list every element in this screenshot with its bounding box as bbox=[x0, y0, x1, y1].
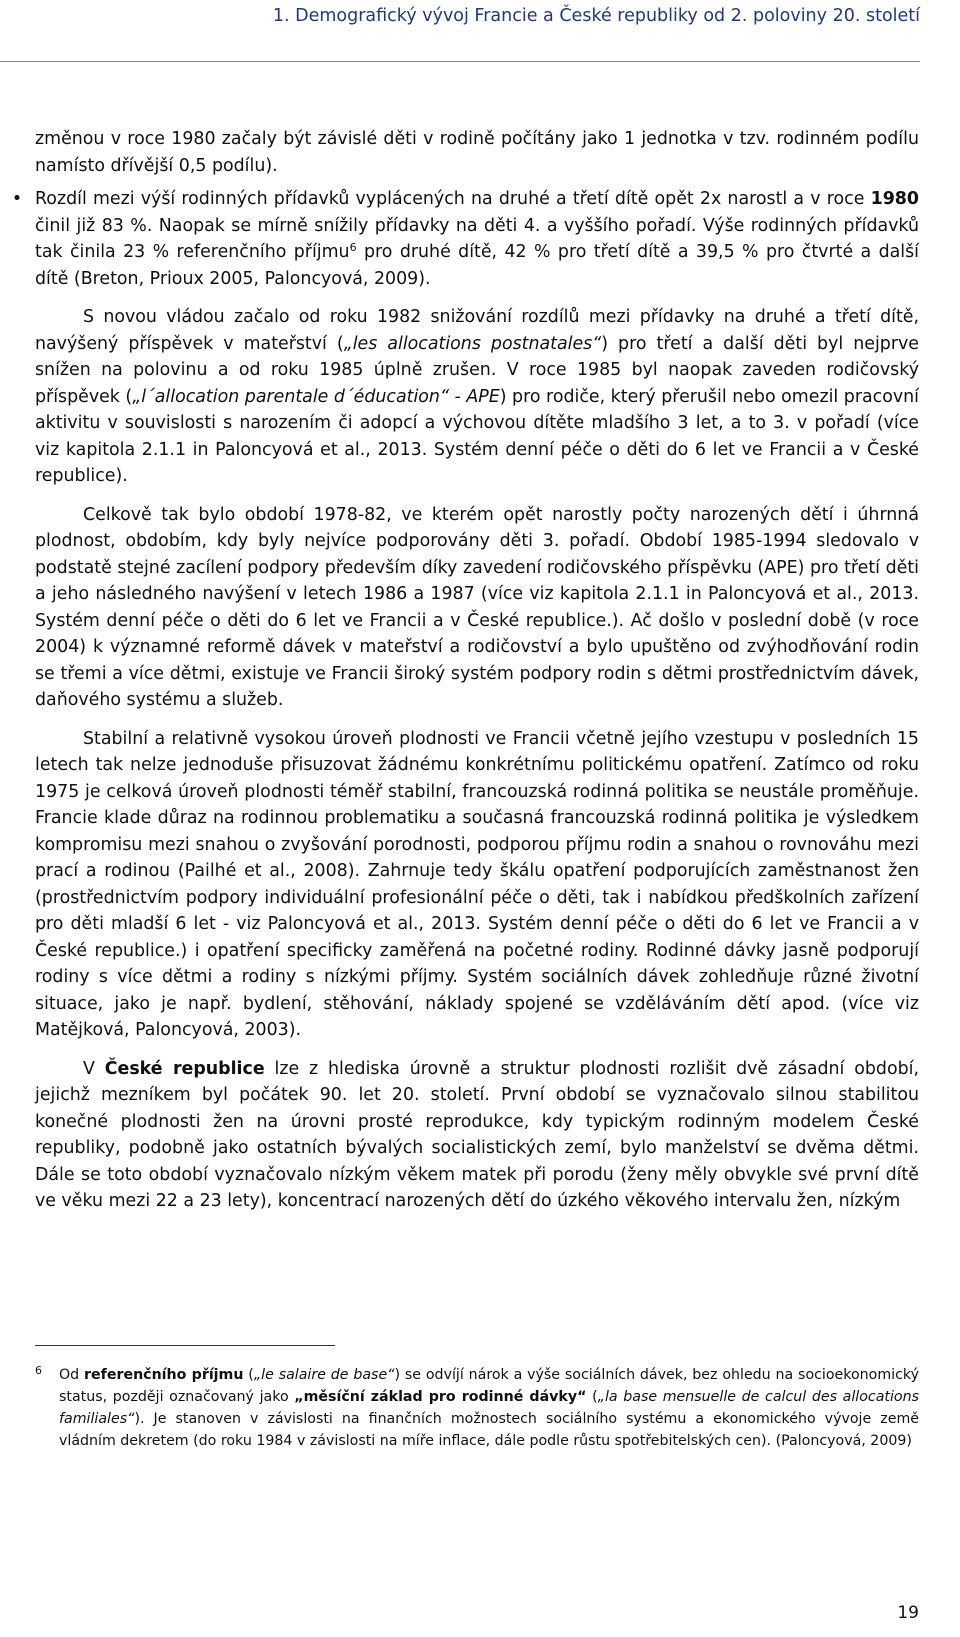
para1-text-2: ) pro třetí a další děti byl nejprve snížen na polovinu a od roku 1985 úplně zrušen. V roce 1985 byl naopak zaveden rodičovský příspěvek ( bbox=[35, 333, 919, 407]
page-header bbox=[0, 0, 960, 62]
fn-italic-1: „le salaire de base“ bbox=[253, 1367, 395, 1383]
footnote bbox=[35, 1364, 919, 1452]
para4-text-2: lze z hlediska úrovně a struktur plodnosti rozlišit dvě zásadní období, jejichž mezníkem byl počátek 90. let 20. století. První období se vyznačovalo silnou stabilitou konečné plodnosti žen na úrovni prosté reprodukce, kdy typickým rodinným modelem České republiky, podobně jako ostatních bývalých socialistických zemí, bylo manželství se dvěma dětmi. Dále se toto období vyznačovalo nízkým věkem matek při porodu (ženy měly obvykle své první dítě ve věku mezi 22 a 23 lety), koncentrací narozených dětí do úzkého věkového intervalu žen, nízkým bbox=[35, 1058, 920, 1211]
para1-italic-1: „les allocations postnatales“ bbox=[343, 333, 602, 354]
bullet-text-part3: pro druhé dítě, 42 % pro třetí dítě a 39,5 % pro čtvrté a další dítě (Breton, Prioux 2005, Paloncyová, 2009). bbox=[35, 242, 920, 289]
footnote-text bbox=[59, 1364, 919, 1452]
footnote-reference[interactable]: 6 bbox=[349, 241, 357, 254]
fn-italic-2: „la base mensuelle de calcul des allocations familiales“ bbox=[59, 1389, 919, 1427]
page-number: 19 bbox=[897, 1603, 919, 1623]
para4-bold: České republice bbox=[104, 1058, 265, 1079]
bullet-icon: • bbox=[11, 189, 23, 209]
main-text bbox=[11, 126, 920, 1215]
paragraph-4 bbox=[35, 1056, 919, 1215]
intro-text: změnou v roce 1980 začaly být závislé děti v rodině počítány jako 1 jednotka v tzv. rodinném podílu namísto dřívější 0,5 podílu). bbox=[35, 129, 919, 176]
bullet-year: 1980 bbox=[870, 189, 919, 209]
paragraph-2: Celkově tak bylo období 1978-82, ve kterém opět narostly počty narozených dětí i úhrnná plodnost, obdobím, kdy byly nejvíce podporovány děti 3. pořadí. Období 1985-1994 sledovalo v podstatě stejné zacílení podpory především díky zavedení rodičovského příspěvku (APE) pro třetí děti a jeho následného navýšení v letech 1986 a 1987 (více viz kapitola 2.1.1 in Paloncyová et al., 2013. Systém denní péče o děti do 6 let ve Francii a v České republice.). Ač došlo v poslední době (v roce 2004) k významné reformě dávek v mateřství a rodičovství a bylo upuštěno od zvýhodňování rodin se třemi a více dětmi, existuje ve Francii široký systém podpory rodin s dětmi prostřednictvím dávek, daňového systému a služeb. bbox=[35, 504, 919, 710]
fn-text-1: Od bbox=[59, 1367, 85, 1383]
bullet-text-part1: Rozdíl mezi výší rodinných přídavků vyplácených na druhé a třetí dítě opět 2x narostl a v roce bbox=[35, 189, 871, 209]
fn-bold-1: referenčního příjmu bbox=[84, 1367, 244, 1383]
footnote-number: 6 bbox=[35, 1364, 42, 1377]
para1-text-1: S novou vládou začalo od roku 1982 snižování rozdílů mezi přídavky na druhé a třetí dítě, navýšený příspěvek v mateřství ( bbox=[35, 307, 919, 354]
running-header-title: 1. Demografický vývoj Francie a České republiky od 2. poloviny 20. století bbox=[272, 6, 920, 26]
bullet-item bbox=[11, 186, 920, 292]
paragraph-3: Stabilní a relativně vysokou úroveň plodnosti ve Francii včetně jejího vzestupu v posledních 15 letech tak nelze jednoduše přisuzovat žádnému konkrétnímu politickému opatření. Zatímco od roku 1975 je celková úroveň plodnosti téměř stabilní, francouzská rodinná politika se neustále proměňuje. Francie klade důraz na rodinnou problematiku a současná francouzská rodinná politika je výsledkem kompromisu mezi snahou o zvyšování porodnosti, podporou příjmu rodin a snahou o rovnováhu mezi prací a rodinou (Pailhé et al., 2008). Zahrnuje tedy škálu opatření podporujících zaměstnanost žen (prostřednictvím podpory individuální profesionální péče o děti, tak i nabídkou předškolních zařízení pro děti mladší 6 let - viz Paloncyová et al., 2013. Systém denní péče o děti do 6 let ve Francii a v České republice.) i opatření specificky zaměřená na početné rodiny. Rodinné dávky jasně podporují rodiny s více dětmi a rodiny s nízkými příjmy. Systém sociálních dávek zohledňuje různé životní situace, jako je např. bydlení, stěhování, náklady spojené se vzděláváním dětí apod. (více viz Matějková, Paloncyová, 2003). bbox=[35, 728, 919, 1040]
header-rule bbox=[0, 61, 920, 62]
fn-text-3: ) se odvíjí nárok a výše sociálních dávek, bez ohledu na socioekonomický status, později označovaný jako bbox=[59, 1367, 920, 1405]
footnote-separator bbox=[35, 1345, 335, 1346]
para1-text-3: ) pro rodiče, který přerušil nebo omezil pracovní aktivitu v souvislosti s narozením či adopcí a výchovou dítěte mladšího 3 let, a to 3. v pořadí (více viz kapitola 2.1.1 in Paloncyová et al., 2013. Systém denní péče o děti do 6 let ve Francii a v České republice). bbox=[35, 386, 919, 486]
fn-text-4: ( bbox=[586, 1389, 598, 1405]
para4-text-1: V bbox=[83, 1058, 105, 1079]
para1-italic-2: „l´allocation parentale d´éducation“ - APE bbox=[132, 386, 500, 407]
bullet-text-part2: činil již 83 %. Naopak se mírně snížily přídavky na děti 4. a vyššího pořadí. Výše rodinných přídavků tak činila 23 % referenčního příjmu bbox=[35, 215, 919, 262]
paragraph-1 bbox=[35, 304, 919, 490]
fn-text-2: ( bbox=[243, 1367, 254, 1383]
fn-text-5: ). Je stanoven v závislosti na finančních možnostech sociálního systému a ekonomického vývoje země vládním dekretem (do roku 1984 v závislosti na míře inflace, dále podle růstu spotřebitelských cen). (Paloncyová, 2009) bbox=[59, 1411, 919, 1449]
fn-bold-2: „měsíční základ pro rodinné dávky“ bbox=[294, 1389, 587, 1405]
